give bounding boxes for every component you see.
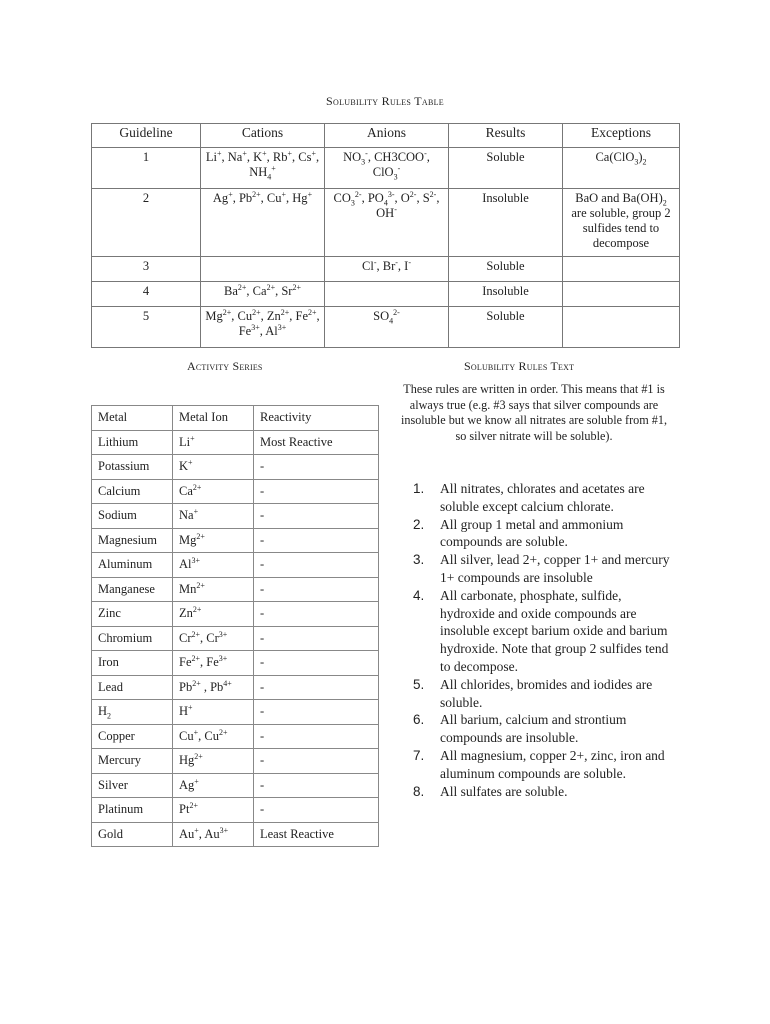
- rules-intro: These rules are written in order. This means that #1 is always true (e.g. #3 says that silver compounds are insoluble but we know all nitrates are soluble from #1, so silver nitrate will be soluble).: [400, 382, 668, 443]
- cell-anions: $SO_4^{2-}$: [325, 307, 449, 348]
- cell-reactivity: -: [254, 724, 379, 749]
- cell-metal: Sodium: [92, 504, 173, 529]
- rule-item: [405, 747, 675, 783]
- rule-number: 7.: [413, 747, 425, 763]
- cell-anions: $CO_3^{2-}$, $PO_4^{3-}$, $O^{2-}$, $S^{2-}$, OH-: [325, 189, 449, 257]
- cell-reactivity: -: [254, 626, 379, 651]
- cell-reactivity: -: [254, 700, 379, 725]
- cell-cations: Li+, Na+, K+, Rb+, Cs+, $NH_4^+$: [201, 148, 325, 189]
- cell-reactivity: Least Reactive: [254, 822, 379, 847]
- cell-metal-ion: $Mg^{2+}$: [173, 528, 254, 553]
- activity-row: [92, 479, 379, 504]
- cell-reactivity: -: [254, 504, 379, 529]
- cell-metal-ion: K+: [173, 455, 254, 480]
- cell-result: Soluble: [449, 307, 563, 348]
- page-title: Solubility Rules Table: [326, 94, 444, 108]
- cell-metal: Calcium: [92, 479, 173, 504]
- cell-reactivity: -: [254, 479, 379, 504]
- activity-row: [92, 651, 379, 676]
- cell-metal: Potassium: [92, 455, 173, 480]
- cell-metal: Copper: [92, 724, 173, 749]
- rule-number: 6.: [413, 712, 425, 728]
- activity-row: [92, 749, 379, 774]
- cell-reactivity: Reactivity: [254, 406, 379, 431]
- activity-row: [92, 430, 379, 455]
- activity-row: [92, 577, 379, 602]
- cell-reactivity: -: [254, 553, 379, 578]
- header-guideline: Guideline: [92, 124, 201, 148]
- cell-guideline: 5: [92, 307, 201, 348]
- solubility-table-row: [92, 282, 680, 307]
- header-results: Results: [449, 124, 563, 148]
- cell-guideline: 4: [92, 282, 201, 307]
- cell-metal-ion: Au+, $Au^{3+}$: [173, 822, 254, 847]
- cell-anions: Cl-, Br-, I-: [325, 257, 449, 282]
- cell-metal: Gold: [92, 822, 173, 847]
- cell-result: Insoluble: [449, 282, 563, 307]
- rule-number: 5.: [413, 676, 425, 692]
- activity-row: [92, 504, 379, 529]
- rule-item: [405, 516, 675, 552]
- rules-text-title: Solubility Rules Text: [464, 359, 575, 373]
- rule-item: [405, 711, 675, 747]
- cell-metal: Metal: [92, 406, 173, 431]
- cell-metal: Iron: [92, 651, 173, 676]
- cell-exceptions: [563, 282, 680, 307]
- solubility-table-body: [92, 148, 680, 348]
- cell-guideline: 2: [92, 189, 201, 257]
- cell-metal: Platinum: [92, 798, 173, 823]
- activity-row: [92, 626, 379, 651]
- activity-row: [92, 675, 379, 700]
- solubility-rules-table: [91, 123, 680, 348]
- rule-number: 2.: [413, 516, 425, 532]
- solubility-table-row: [92, 148, 680, 189]
- cell-reactivity: -: [254, 651, 379, 676]
- rule-item: [405, 783, 675, 801]
- cell-metal-ion: Metal Ion: [173, 406, 254, 431]
- cell-cations: Ag+, $Pb^{2+}$, Cu+, Hg+: [201, 189, 325, 257]
- solubility-table-row: [92, 257, 680, 282]
- activity-row: [92, 553, 379, 578]
- activity-row: [92, 528, 379, 553]
- cell-metal: Zinc: [92, 602, 173, 627]
- cell-metal: $H_2$: [92, 700, 173, 725]
- header-exceptions: Exceptions: [563, 124, 680, 148]
- cell-reactivity: -: [254, 798, 379, 823]
- cell-metal: Mercury: [92, 749, 173, 774]
- rule-number: 4.: [413, 587, 425, 603]
- rule-text: All barium, calcium and strontium compounds are insoluble.: [440, 712, 627, 746]
- cell-guideline: 3: [92, 257, 201, 282]
- activity-row: [92, 700, 379, 725]
- cell-metal-ion: $Cr^{2+}$, $Cr^{3+}$: [173, 626, 254, 651]
- cell-anions: $NO_3^-$, CH3COO-, ClO$_3$-: [325, 148, 449, 189]
- header-anions: Anions: [325, 124, 449, 148]
- rule-text: All sulfates are soluble.: [440, 783, 568, 799]
- cell-metal-ion: Ag+: [173, 773, 254, 798]
- cell-cations: [201, 257, 325, 282]
- cell-metal-ion: $Al^{3+}$: [173, 553, 254, 578]
- activity-row: [92, 773, 379, 798]
- activity-table-body: [92, 406, 379, 847]
- cell-metal-ion: H+: [173, 700, 254, 725]
- cell-metal: Lead: [92, 675, 173, 700]
- rule-item: [405, 676, 675, 712]
- cell-metal: Silver: [92, 773, 173, 798]
- cell-metal: Aluminum: [92, 553, 173, 578]
- solubility-table-row: [92, 307, 680, 348]
- cell-exceptions: $Ca(ClO_3)_2$: [563, 148, 680, 189]
- cell-anions: [325, 282, 449, 307]
- cell-reactivity: -: [254, 577, 379, 602]
- cell-metal: Lithium: [92, 430, 173, 455]
- solubility-table-header-row: [92, 124, 680, 148]
- rule-item: [405, 480, 675, 516]
- cell-guideline: 1: [92, 148, 201, 189]
- rule-number: 1.: [413, 481, 425, 496]
- rule-text: All silver, lead 2+, copper 1+ and mercury 1+ compounds are insoluble: [440, 552, 670, 585]
- cell-cations: $Ba^{2+}$, $Ca^{2+}$, $Sr^{2+}$: [201, 282, 325, 307]
- cell-metal: Chromium: [92, 626, 173, 651]
- rule-text: All chlorides, bromides and iodides are soluble.: [440, 676, 653, 710]
- activity-row: [92, 822, 379, 847]
- cell-metal-ion: Cu+, $Cu^{2+}$: [173, 724, 254, 749]
- rule-text: All nitrates, chlorates and acetates are soluble except calcium chlorate.: [440, 481, 645, 514]
- activity-row: [92, 724, 379, 749]
- cell-metal-ion: $Fe^{2+}$, $Fe^{3+}$: [173, 651, 254, 676]
- solubility-table-row: [92, 189, 680, 257]
- cell-result: Insoluble: [449, 189, 563, 257]
- cell-reactivity: Most Reactive: [254, 430, 379, 455]
- cell-exceptions: [563, 307, 680, 348]
- rule-text: All magnesium, copper 2+, zinc, iron and aluminum compounds are soluble.: [440, 747, 665, 781]
- cell-metal: Magnesium: [92, 528, 173, 553]
- cell-metal-ion: Li+: [173, 430, 254, 455]
- cell-metal-ion: $Ca^{2+}$: [173, 479, 254, 504]
- cell-reactivity: -: [254, 749, 379, 774]
- cell-reactivity: -: [254, 528, 379, 553]
- cell-reactivity: -: [254, 455, 379, 480]
- cell-reactivity: -: [254, 773, 379, 798]
- rule-text: All group 1 metal and ammonium compounds are soluble.: [440, 516, 624, 550]
- cell-metal-ion: $Hg^{2+}$: [173, 749, 254, 774]
- activity-series-title: Activity Series: [187, 359, 263, 373]
- cell-result: Soluble: [449, 148, 563, 189]
- cell-exceptions: [563, 257, 680, 282]
- header-cations: Cations: [201, 124, 325, 148]
- activity-row: [92, 798, 379, 823]
- activity-header-row: [92, 406, 379, 431]
- cell-metal-ion: $Zn^{2+}$: [173, 602, 254, 627]
- rule-text: All carbonate, phosphate, sulfide, hydroxide and oxide compounds are insoluble except barium oxide and barium hydroxide. Note that group 2 sulfides tend to decompose.: [440, 587, 669, 674]
- cell-reactivity: -: [254, 675, 379, 700]
- cell-metal: Manganese: [92, 577, 173, 602]
- cell-result: Soluble: [449, 257, 563, 282]
- activity-row: [92, 455, 379, 480]
- cell-reactivity: -: [254, 602, 379, 627]
- rule-number: 3.: [413, 552, 425, 568]
- activity-series-table: [91, 405, 379, 847]
- cell-metal-ion: $Mn^{2+}$: [173, 577, 254, 602]
- cell-cations: $Mg^{2+}$, $Cu^{2+}$, $Zn^{2+}$, $Fe^{2+}$, $Fe^{3+}$, $Al^{3+}$: [201, 307, 325, 348]
- cell-metal-ion: $Pt^{2+}$: [173, 798, 254, 823]
- rule-number: 8.: [413, 783, 425, 799]
- activity-row: [92, 602, 379, 627]
- rule-item: [405, 587, 675, 676]
- rule-item: [405, 551, 675, 587]
- cell-exceptions: BaO and $Ba(OH)_2$ are soluble, group 2 sulfides tend to decompose: [563, 189, 680, 257]
- cell-metal-ion: $Pb^{2+}$ , $Pb^{4+}$: [173, 675, 254, 700]
- rules-list: [405, 480, 675, 800]
- cell-metal-ion: Na+: [173, 504, 254, 529]
